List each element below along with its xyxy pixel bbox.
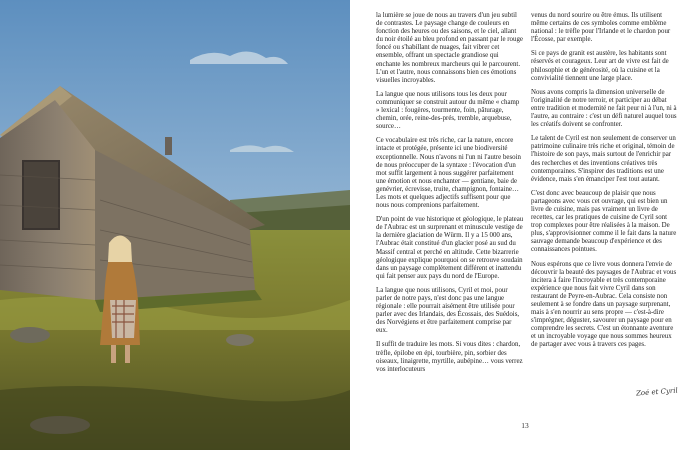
text-column-left [376,12,524,380]
text-column-right [531,12,679,356]
paragraph: La langue que nous utilisons tous les deux pour communiquer se construit autour du même « champ » lexical : fougères, tourmente, foin, pâturage, chemin, orée, reine-des-prés, tremble, arquebuse, source… [376,90,520,131]
paragraph: Nous espérons que ce livre vous donnera l'envie de découvrir la beauté des paysages de l'Aubrac et vous incitera à faire l'incroyable et très contemporaine expérience que nous fait vivre Cyril dans son restaurant de Peyre-en-Aubrac. Cela consiste non seulement à se fondre dans un paysage surprenant, mais à s'en nourrir au sens propre — c'est-à-dire s'imprégner, déguster, savourer un paysage pour en comprendre les secrets. C'est un étonnante aventure et un incroyable voyage que nous sommes heureux de partager avec vous à travers ces pages. [531,260,677,349]
paragraph: Ce vocabulaire est très riche, car la nature, encore intacte et protégée, présente ici une biodiversité exceptionnelle. Nous n'avons ni l'un ni l'autre besoin de nous préoccuper de la syntaxe : l'évocation d'un mot suffit largement à nous suggérer parfaitement une émotion et nous enchanter — gentiane, baie de genévrier, écrevisse, truite, champignon, fontaine… Les mots et quelques adjectifs suffisent pour que nous nous comprenions parfaitement. [376,137,521,210]
paragraph: D'un point de vue historique et géologique, le plateau de l'Aubrac est un surprenant et minuscule vestige de la dernière glaciation de Würm. Il y a 15 000 ans, l'Aubrac était constitué d'un glacier posé au sud du Massif central et perché en altitude. Cette bizarrerie géologique explique pourquoi on se retrouve soudain dans un paysage complètement différent et inattendu qui fait penser aux pays du nord de l'Europe. [376,216,524,280]
paragraph: C'est donc avec beaucoup de plaisir que nous partageons avec vous cet ouvrage, qui est bien un livre de cuisine, mais pas vraiment un livre de recettes, car les pratiques de cuisine de Cyril sont trop complexes pour être réalisées à la maison. De plus, s'approvisionner comme il le fait dans la nature sauvage demande beaucoup d'expérience et des connaissances pointues. [531,189,677,254]
text-page [350,0,700,450]
paragraph: la lumière se joue de nous au travers d'un jeu subtil de contrastes. Le paysage change de couleurs en fonction des heures ou des saisons, et le ciel, allant du noir étoilé au bleu profond en passant par le rouge foncé ou s'habillant de nuages, fait vibrer cet ensemble, offrant un spectacle grandiose qui enchante les nombreux marcheurs qui le parcourent. L'un et l'autre, nous connaissons bien ces émotions visuelles incroyables. [376,12,523,84]
page-number: 13 [521,421,529,430]
paragraph: Si ce pays de granit est austère, les habitants sont réservés et courageux. Leur art de vivre est fait de philosophie et de générosité, où la cuisine et la convivialité tiennent une large place. [531,50,669,82]
paragraph: venus du nord sourire ou être émus. Ils utilisent même certains de ces symboles comme emblème national : le trèfle pour l'Irlande et le chardon pour l'Écosse, par exemple. [531,12,671,44]
paragraph: La langue que nous utilisons, Cyril et moi, pour parler de notre pays, n'est donc pas une langue régionale : elle pourrait aisément être utilisée pour parler avec des Irlandais, des Écossais, des Suédois, des Norvégiens et être parfaitement comprise par eux. [376,286,520,335]
signature: Zoé et Cyril [635,386,678,398]
paragraph: Nous avons compris la dimension universelle de l'originalité de notre terroir, et participer au débat entre tradition et modernité ne fait peur ni à l'un, ni à l'autre, au contraire : c'est un défi naturel auquel tous les créatifs doivent se confronter. [531,88,677,129]
paragraph: Il suffit de traduire les mots. Si vous dites : chardon, trèfle, épilobe en épi, tourbière, pin, sorbier des oiseaux, linaigrette, myrtille, aubépine… vous verrez vos interlocuteurs [376,341,523,373]
paragraph: Le talent de Cyril est non seulement de conserver un patrimoine culinaire très riche et original, témoin de l'histoire de son pays, mais surtout de l'enrichir par des recherches et des inventions créatives très contemporaines. S'inspirer des traditions est une évidence, mais s'en émanciper l'est tout autant. [531,135,676,183]
